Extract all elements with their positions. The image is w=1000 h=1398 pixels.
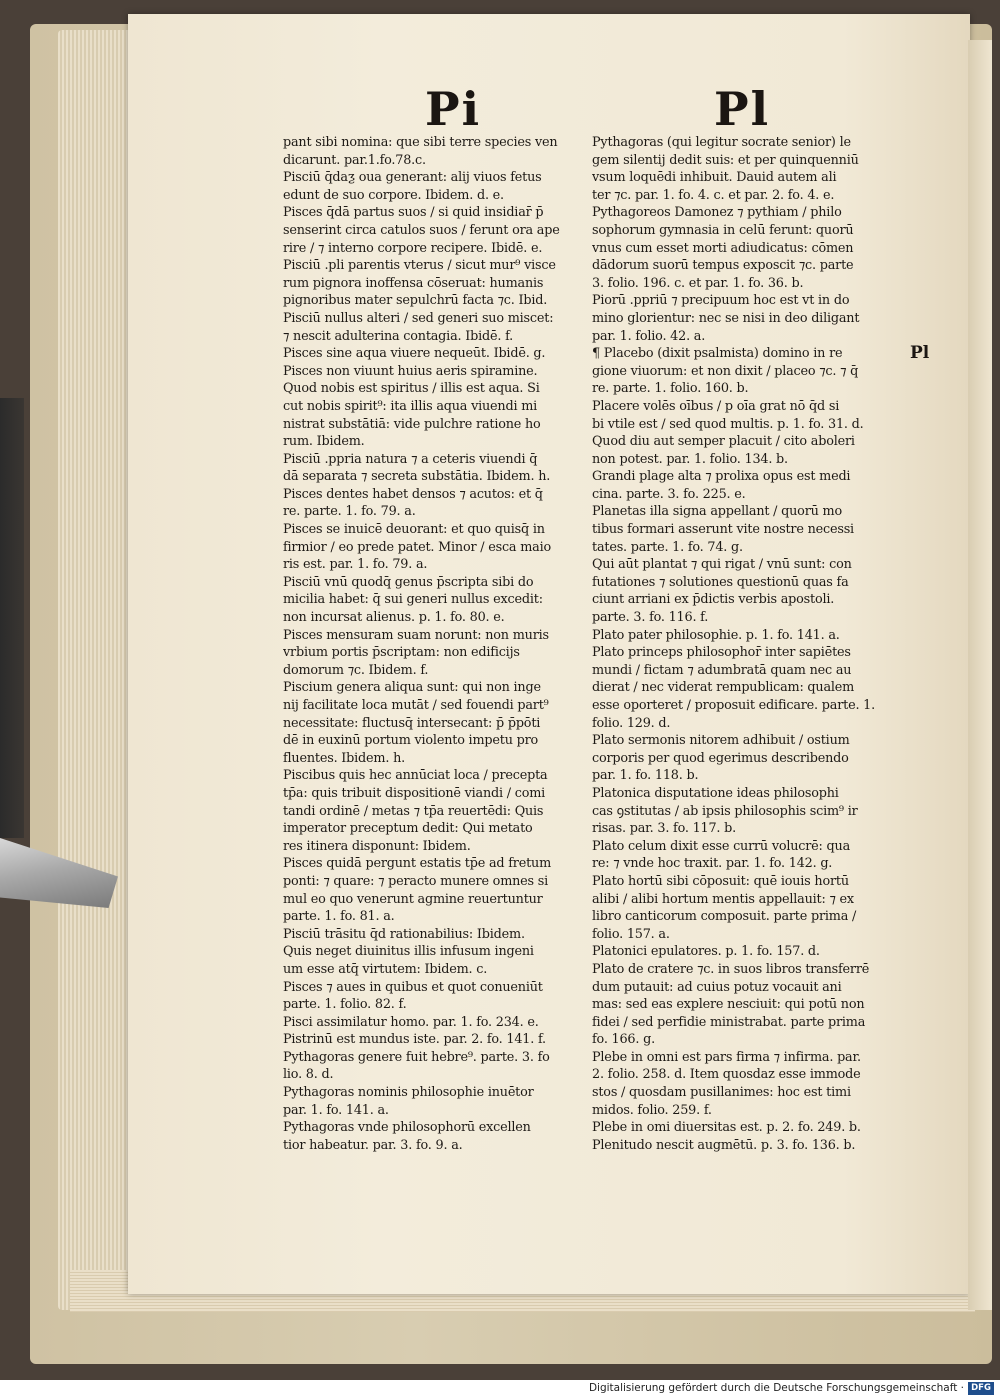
index-line: domorum ⁊c. Ibidem. f. bbox=[283, 662, 429, 678]
index-line: par. 1. folio. 42. a. bbox=[592, 328, 706, 344]
index-line: Plato celum dixit esse currū volucrē: qua bbox=[592, 838, 850, 854]
index-line: res itinera disponunt: Ibidem. bbox=[283, 838, 471, 854]
index-line: cut nobis spirit⁹: ita illis aqua viuendi mi bbox=[283, 398, 538, 414]
index-line: parte. 1. fo. 81. a. bbox=[283, 909, 395, 925]
index-line: parte. 3. fo. 116. f. bbox=[592, 610, 709, 626]
footer-credit: Digitalisierung gefördert durch die Deutsche Forschungsgemeinschaft · bbox=[588, 1382, 964, 1394]
index-line: dādorum suorū tempus exposcit ⁊c. parte bbox=[592, 258, 854, 274]
index-line: Pisces dentes habet densos ⁊ acutos: et q̄ bbox=[283, 486, 543, 502]
index-line: esse oporteret / proposuit edificare. parte. 1. bbox=[592, 698, 875, 713]
index-line: Pythagoras vnde philosophorū excellen bbox=[283, 1120, 531, 1136]
footer-bar bbox=[0, 1380, 1000, 1398]
index-line: Pisces sine aqua viuere nequeūt. Ibidē. g. bbox=[283, 346, 546, 362]
index-line: Pisciū nullus alteri / sed generi suo miscet: bbox=[283, 310, 554, 326]
index-line: senserint circa catulos suos / ferunt ora ape bbox=[283, 222, 560, 238]
index-line: Pisci assimilatur homo. par. 1. fo. 234. e. bbox=[283, 1014, 539, 1030]
index-line: Grandi plage alta ⁊ prolixa opus est medi bbox=[592, 469, 851, 485]
index-line: mino glorientur: nec se nisi in deo diligant bbox=[592, 310, 860, 326]
index-line: edunt de suo corpore. Ibidem. d. e. bbox=[283, 187, 504, 203]
index-line: vrbium portis p̄scriptam: non edificijs bbox=[283, 645, 520, 661]
index-line: Quod diu aut semper placuit / cito aboleri bbox=[592, 434, 855, 450]
bookmark-ribbon bbox=[0, 398, 24, 838]
index-line: ciunt arriani ex p̄dictis verbis apostoli. bbox=[592, 592, 835, 608]
facing-page-edge bbox=[968, 40, 992, 1310]
dfg-logo: DFG bbox=[968, 1382, 994, 1395]
right-index-column bbox=[592, 134, 875, 1154]
index-line: rum. Ibidem. bbox=[283, 434, 365, 450]
index-line: nistrat substātiā: vide pulchre ratione ho bbox=[283, 416, 541, 432]
index-line: risas. par. 3. fo. 117. b. bbox=[592, 821, 737, 837]
index-line: Plato princeps philosophor̄ inter sapiētes bbox=[592, 645, 851, 661]
index-line: re. parte. 1. folio. 160. b. bbox=[592, 381, 749, 397]
index-line: tior habeatur. par. 3. fo. 9. a. bbox=[283, 1137, 463, 1153]
index-line: um esse atq̄ virtutem: Ibidem. c. bbox=[283, 961, 488, 977]
index-line: par. 1. fo. 141. a. bbox=[283, 1102, 389, 1118]
index-line: Pisces non viuunt huius aeris spiramine. bbox=[283, 363, 538, 379]
index-line: 2. folio. 258. d. Item quosdaz esse immode bbox=[592, 1067, 861, 1083]
index-line: stos / quosdam pusillanimes: hoc est timi bbox=[592, 1085, 851, 1101]
index-line: Pisciū q̄daƺ oua generant: alij viuos fetus bbox=[283, 170, 542, 186]
index-line: ponti: ⁊ quare: ⁊ peracto munere omnes si bbox=[283, 873, 549, 889]
index-line: Pisces q̄dā partus suos / si quid insidiar̄ p̄ bbox=[283, 205, 544, 221]
index-line: Pisciū trāsitu q̄d rationabilius: Ibidem. bbox=[283, 926, 525, 942]
index-line: fidei / sed perfidie ministrabat. parte prima bbox=[592, 1014, 866, 1030]
index-line: fo. 166. g. bbox=[592, 1032, 655, 1048]
index-line: bi vtile est / sed quod multis. p. 1. fo. 31. d. bbox=[592, 416, 864, 432]
index-line: Pythagoras genere fuit hebre⁹. parte. 3. fo bbox=[283, 1049, 550, 1065]
index-line: futationes ⁊ solutiones questionū quas fa bbox=[592, 574, 849, 590]
index-line: necessitate: fluctusq̄ intersecant: p̄ p̄pōti bbox=[283, 715, 541, 731]
index-line: corporis per quod egerimus describendo bbox=[592, 750, 849, 766]
index-line: Pisciū .pli parentis vterus / sicut mur⁹ visce bbox=[283, 258, 556, 274]
index-line: pignoribus mater sepulchrū facta ⁊c. Ibid. bbox=[283, 293, 548, 309]
index-line: dā separata ⁊ secreta substātia. Ibidem. h. bbox=[283, 469, 551, 485]
index-line: Pisces mensuram suam norunt: non muris bbox=[283, 627, 549, 643]
index-line: tp̄a: quis tribuit dispositionē viandi / comi bbox=[283, 785, 546, 801]
index-line: Plato hortū sibi cōposuit: quē iouis hortū bbox=[592, 873, 849, 889]
page-edges-left bbox=[58, 30, 138, 1310]
index-line: Pisciū vnū quodq̄ genus p̄scripta sibi do bbox=[283, 574, 534, 590]
index-line: rire / ⁊ interno corpore recipere. Ibidē. e. bbox=[283, 240, 543, 256]
right-running-head: Pl bbox=[714, 82, 771, 136]
margin-marker: Pl bbox=[910, 343, 930, 363]
index-line: mul eo quo venerunt agmine reuertuntur bbox=[283, 891, 543, 907]
index-line: firmior / eo prede patet. Minor / esca maio bbox=[283, 539, 551, 555]
index-line: Piscibus quis hec annūciat loca / precepta bbox=[283, 768, 548, 784]
index-line: non potest. par. 1. folio. 134. b. bbox=[592, 451, 788, 467]
index-line: fluentes. Ibidem. h. bbox=[283, 750, 405, 766]
index-line: rum pignora inoffensa cōseruat: humanis bbox=[283, 275, 544, 291]
index-line: non incursat alienus. p. 1. fo. 80. e. bbox=[283, 610, 505, 626]
index-line: Piorū .ppriū ⁊ precipuum hoc est vt in do bbox=[592, 293, 850, 309]
index-line: Quod nobis est spiritus / illis est aqua. Si bbox=[283, 381, 540, 397]
index-line: 3. folio. 196. c. et par. 1. fo. 36. b. bbox=[592, 275, 804, 291]
index-line: libro canticorum composuit. parte prima / bbox=[592, 909, 857, 925]
index-line: Quis neget diuinitus illis infusum ingeni bbox=[283, 944, 534, 960]
index-line: mas: sed eas explere nesciuit: qui potū non bbox=[592, 997, 865, 1013]
index-line: re: ⁊ vnde hoc traxit. par. 1. fo. 142. g. bbox=[592, 856, 833, 872]
index-line: nij facilitate loca mutāt / sed fouendi part⁹ bbox=[283, 698, 549, 713]
index-line: alibi / alibi hortum mentis appellauit: ⁊ ex bbox=[592, 891, 854, 907]
index-line: Pythagoras nominis philosophie inuētor bbox=[283, 1085, 534, 1101]
index-line: dierat / nec viderat rempublicam: qualem bbox=[592, 680, 855, 696]
index-line: Plebe in omni est pars firma ⁊ infirma. par. bbox=[592, 1049, 861, 1065]
left-index-column bbox=[283, 134, 560, 1154]
index-line: vnus cum esset morti adiudicatus: cōmen bbox=[592, 240, 854, 256]
index-line: Pythagoreos Damonez ⁊ pythiam / philo bbox=[592, 205, 842, 221]
index-line: gione viuorum: et non dixit / placeo ⁊c. ⁊ q̄ bbox=[592, 363, 859, 379]
index-line: sophorum gymnasia in celū ferunt: quorū bbox=[592, 222, 854, 238]
index-line: Pythagoras (qui legitur socrate senior) le bbox=[592, 135, 851, 150]
index-line: Plato sermonis nitorem adhibuit / ostium bbox=[592, 733, 850, 749]
index-line: Pisces ⁊ aues in quibus et quot conueniūt bbox=[283, 979, 543, 995]
index-line: ris est. par. 1. fo. 79. a. bbox=[283, 557, 428, 573]
index-line: ¶ Placebo (dixit psalmista) domino in re bbox=[592, 346, 843, 362]
index-line: folio. 157. a. bbox=[592, 926, 670, 942]
index-line: Plato pater philosophie. p. 1. fo. 141. a. bbox=[592, 627, 840, 643]
index-line: Pisciū .ppria natura ⁊ a ceteris viuendi q̄ bbox=[283, 451, 538, 467]
index-line: dē in euxinū portum violento impetu pro bbox=[283, 733, 539, 749]
index-line: Plato de cratere ⁊c. in suos libros transferrē bbox=[592, 961, 870, 977]
index-line: midos. folio. 259. f. bbox=[592, 1102, 712, 1118]
index-line: tandi ordinē / metas ⁊ tp̄a reuertēdi: Quis bbox=[283, 803, 544, 819]
index-line: dum putauit: ad cuius potuz vocauit ani bbox=[592, 979, 842, 995]
index-line: folio. 129. d. bbox=[592, 715, 671, 731]
index-line: mundi / fictam ⁊ adumbratā quam nec au bbox=[592, 662, 852, 678]
index-line: imperator preceptum dedit: Qui metato bbox=[283, 821, 533, 837]
index-line: Planetas illa signa appellant / quorū mo bbox=[592, 504, 842, 520]
index-line: Plebe in omi diuersitas est. p. 2. fo. 249. b. bbox=[592, 1120, 861, 1136]
index-line: Piscium genera aliqua sunt: qui non inge bbox=[283, 680, 541, 696]
index-line: micilia habet: q̄ sui generi nullus excedit: bbox=[283, 592, 543, 608]
index-line: dicarunt. par.1.fo.78.c. bbox=[283, 152, 426, 168]
index-line: gem silentij dedit suis: et per quinquenniū bbox=[592, 152, 859, 168]
index-line: Pistrinū est mundus iste. par. 2. fo. 141. f. bbox=[283, 1032, 546, 1048]
index-line: ⁊ nescit adulterina contagia. Ibidē. f. bbox=[283, 328, 514, 344]
index-line: ter ⁊c. par. 1. fo. 4. c. et par. 2. fo. 4. e. bbox=[592, 187, 835, 203]
index-line: pant sibi nomina: que sibi terre species ven bbox=[283, 135, 558, 150]
index-line: parte. 1. folio. 82. f. bbox=[283, 997, 407, 1013]
index-line: cina. parte. 3. fo. 225. e. bbox=[592, 486, 746, 502]
index-line: Plenitudo nescit augmētū. p. 3. fo. 136. b. bbox=[592, 1137, 856, 1153]
index-line: tibus formari asserunt vite nostre necessi bbox=[592, 522, 854, 538]
index-line: vsum loquēdi inhibuit. Dauid autem ali bbox=[592, 170, 837, 186]
index-line: Pisces quidā pergunt estatis tp̄e ad fretum bbox=[283, 856, 552, 872]
index-line: Pisces se inuicē deuorant: et quo quisq̄ in bbox=[283, 522, 545, 538]
index-line: Platonica disputatione ideas philosophi bbox=[592, 785, 839, 801]
left-running-head: Pi bbox=[425, 82, 482, 136]
index-line: lio. 8. d. bbox=[283, 1067, 334, 1083]
index-line: tates. parte. 1. fo. 74. g. bbox=[592, 539, 743, 555]
index-line: Platonici epulatores. p. 1. fo. 157. d. bbox=[592, 944, 820, 960]
index-line: par. 1. fo. 118. b. bbox=[592, 768, 699, 784]
index-line: cas ꝯstitutas / ab ipsis philosophis scim⁹ ir bbox=[592, 803, 858, 819]
index-line: re. parte. 1. fo. 79. a. bbox=[283, 504, 416, 520]
index-line: Placere volēs oībus / p oīa grat nō q̄d si bbox=[592, 398, 840, 414]
index-line: Qui aūt plantat ⁊ qui rigat / vnū sunt: con bbox=[592, 557, 852, 573]
